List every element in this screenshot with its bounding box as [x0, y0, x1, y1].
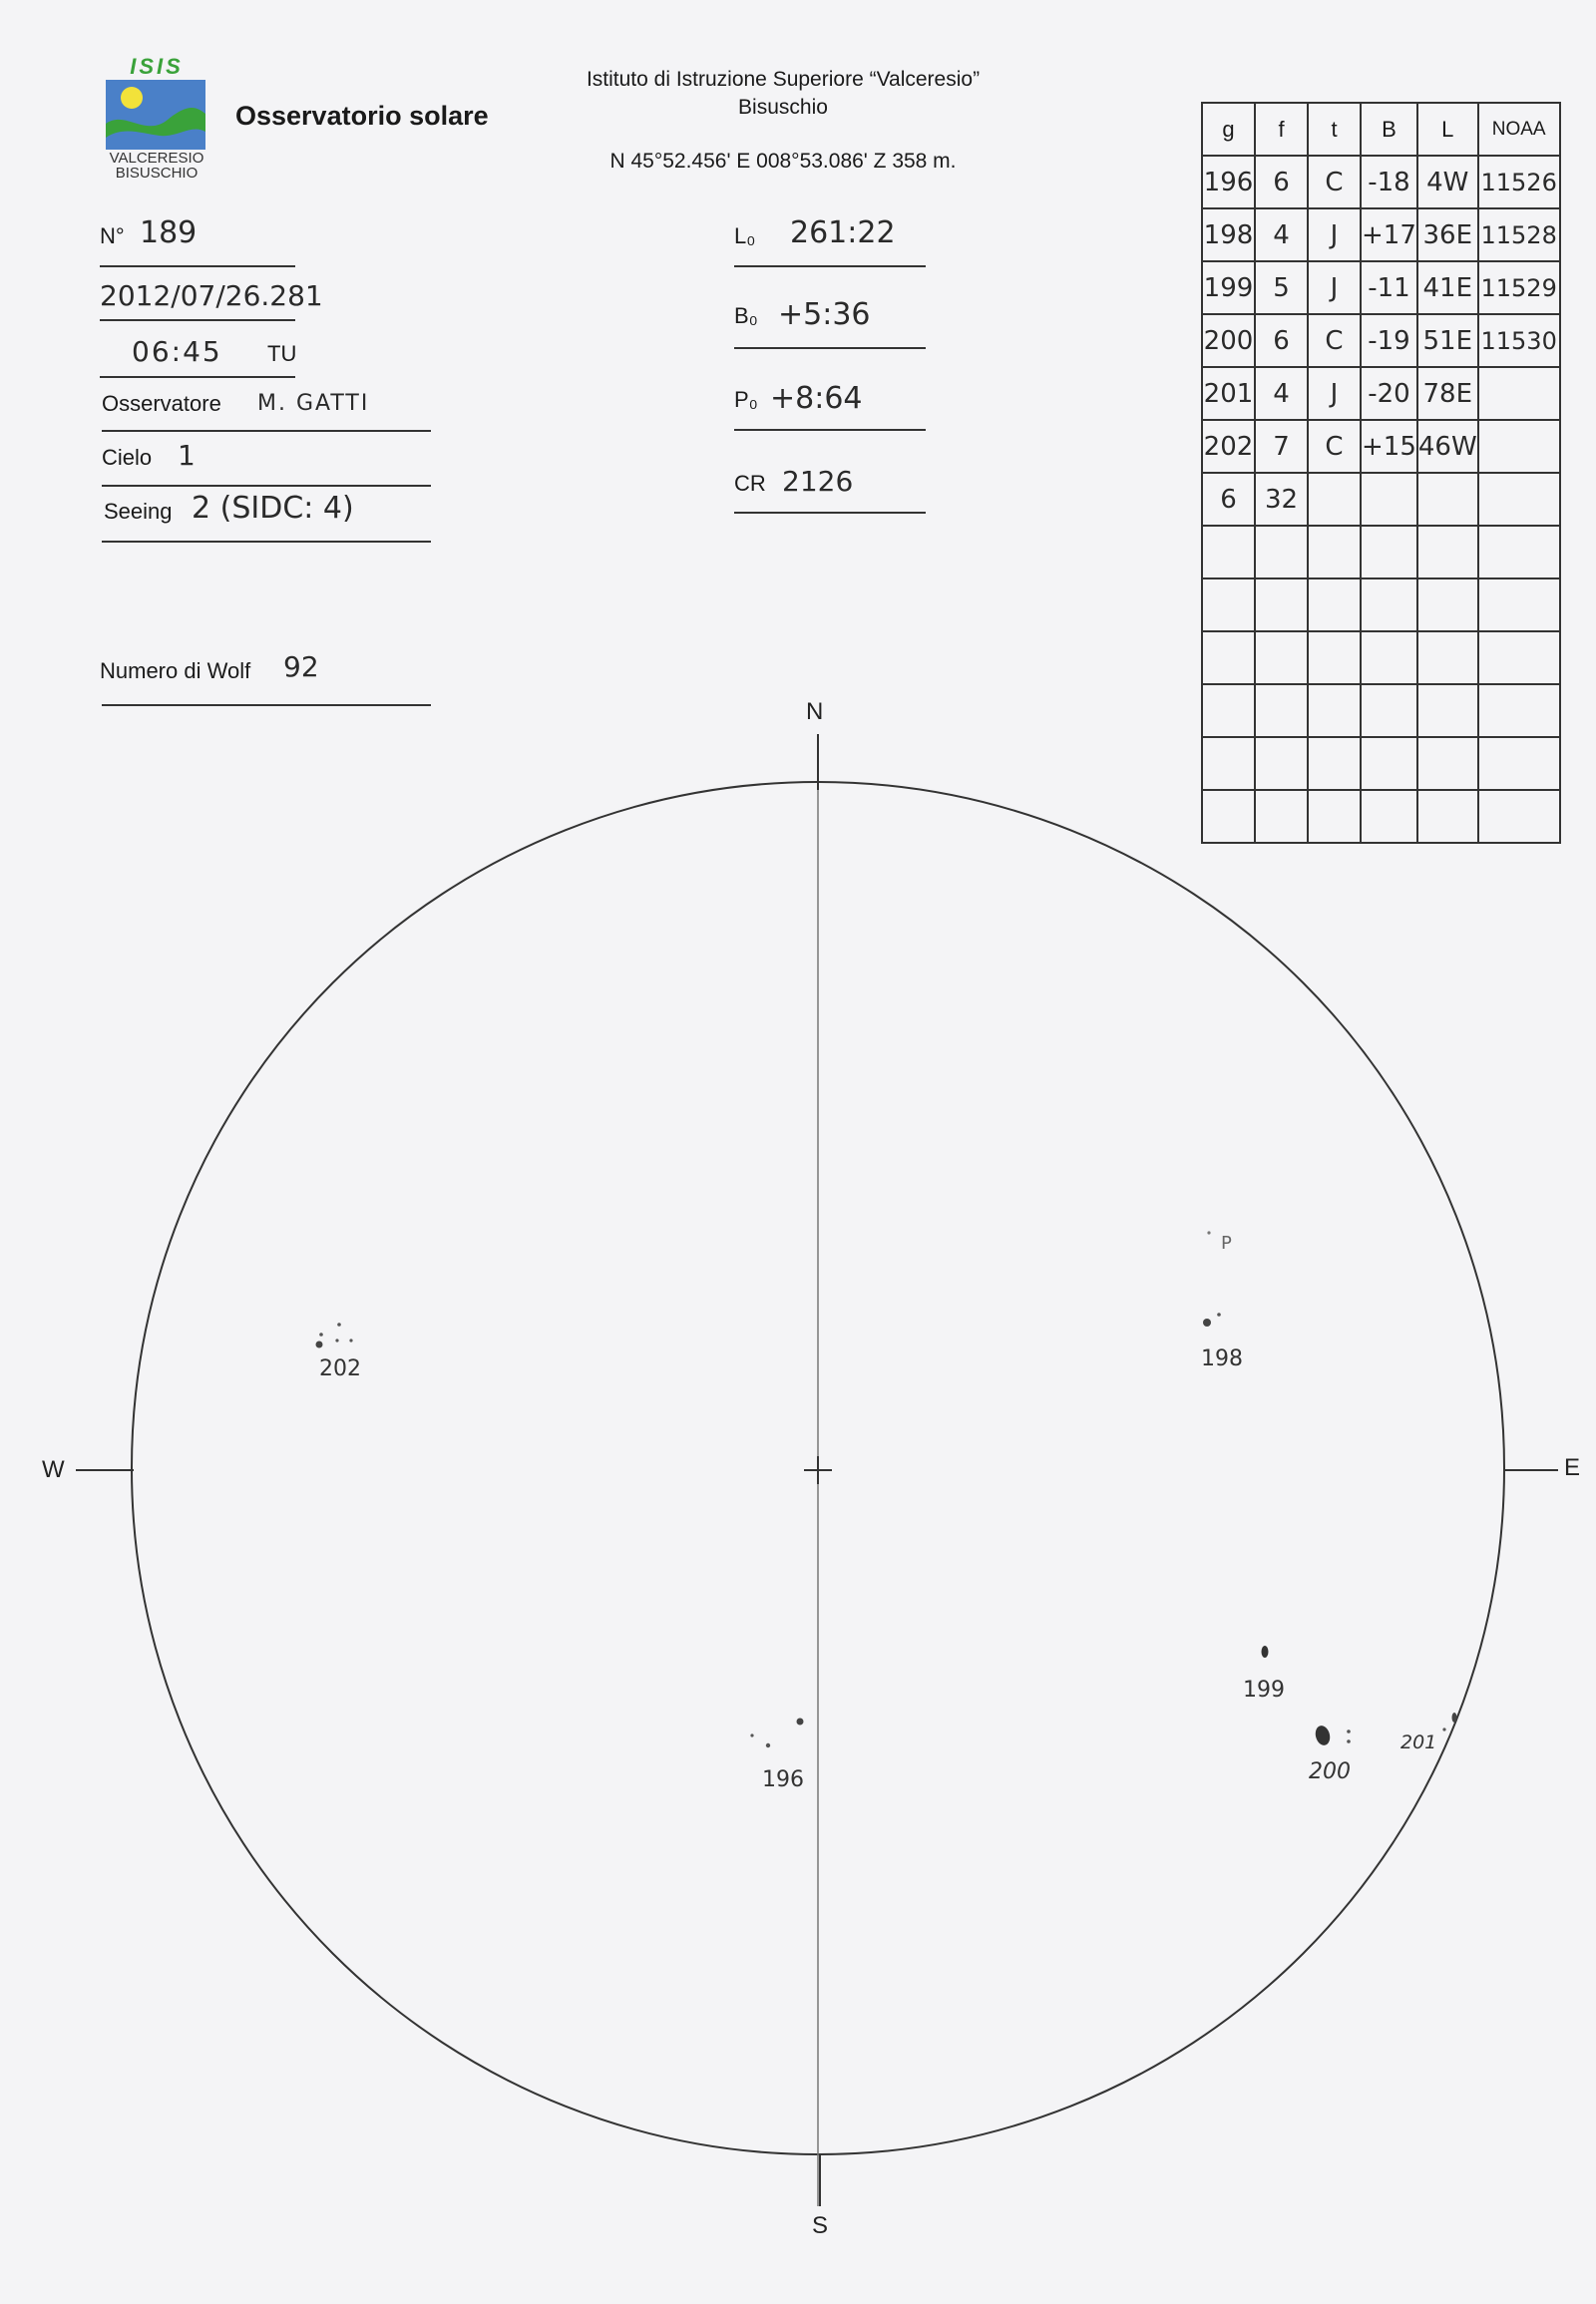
seeing-label: Seeing: [104, 499, 173, 524]
group-label-196: 196: [762, 1767, 804, 1792]
table-header-cell: L: [1417, 103, 1478, 156]
table-cell: 11526: [1478, 156, 1560, 208]
seeing-value: 2 (SIDC: 4): [192, 491, 354, 526]
table-cell: 36E: [1417, 208, 1478, 261]
group-label-200: 200: [1309, 1759, 1351, 1784]
sunspot: [1314, 1725, 1333, 1747]
sunspot: [1262, 1646, 1269, 1658]
group-label-202: 202: [319, 1356, 361, 1381]
l0-label: L₀: [734, 223, 756, 248]
table-cell: -11: [1361, 261, 1417, 314]
number-label: N°: [100, 223, 125, 248]
table-cell: J: [1308, 367, 1361, 420]
sunspot: [1452, 1713, 1457, 1723]
table-cell: -18: [1361, 156, 1417, 208]
west-label: W: [42, 1456, 65, 1483]
sky-value: 1: [178, 439, 196, 472]
table-cell: 11528: [1478, 208, 1560, 261]
table-cell: 11529: [1478, 261, 1560, 314]
cr-value: 2126: [782, 465, 854, 498]
table-cell: +17: [1361, 208, 1417, 261]
table-cell: 4: [1255, 208, 1308, 261]
institute-town: Bisuschio: [738, 96, 828, 119]
group-label-199: 199: [1243, 1678, 1285, 1703]
sunspot: [1207, 1231, 1210, 1234]
sky-label: Cielo: [102, 445, 153, 470]
table-cell: C: [1308, 420, 1361, 473]
observer-label: Osservatore: [102, 391, 221, 416]
table-cell: 200: [1202, 314, 1255, 367]
sunspot: [1203, 1319, 1211, 1327]
b0-value: +5:36: [778, 297, 871, 332]
table-cell: 51E: [1417, 314, 1478, 367]
table-cell: -19: [1361, 314, 1417, 367]
l0-value: 261:22: [790, 215, 896, 250]
wolf-number-value: 92: [283, 650, 319, 683]
observatory-coordinates: N 45°52.456' E 008°53.086' Z 358 m.: [609, 150, 957, 173]
table-cell: 46W: [1417, 420, 1478, 473]
table-cell: 41E: [1417, 261, 1478, 314]
observer-value: M. GATTI: [257, 391, 370, 416]
table-cell: 199: [1202, 261, 1255, 314]
time-unit: TU: [267, 341, 297, 366]
table-cell: 4W: [1417, 156, 1478, 208]
date-value: 2012/07/26.281: [100, 279, 323, 312]
sunspot: [1347, 1739, 1351, 1743]
sunspot: [316, 1342, 323, 1348]
institute-name: Istituto di Istruzione Superiore “Valceresio”: [586, 68, 981, 91]
p0-value: +8:64: [770, 381, 863, 416]
observatory-title: Osservatorio solare: [235, 101, 489, 131]
logo-subtitle-2: BISUSCHIO: [115, 165, 199, 182]
time-value: 06:45: [132, 335, 222, 368]
east-label: E: [1564, 1454, 1581, 1481]
table-cell: 6: [1255, 156, 1308, 208]
sunspot: [750, 1733, 753, 1736]
table-cell: 5: [1255, 261, 1308, 314]
sunspot: [337, 1323, 341, 1327]
south-label: S: [812, 2212, 829, 2239]
sunspot: [797, 1719, 804, 1726]
table-cell: 201: [1202, 367, 1255, 420]
sunspot: [766, 1743, 770, 1747]
table-cell: C: [1308, 156, 1361, 208]
table-cell: 202: [1202, 420, 1255, 473]
table-cell: 4: [1255, 367, 1308, 420]
group-label-198: 198: [1201, 1346, 1243, 1371]
table-cell: +15: [1361, 420, 1417, 473]
wolf-number-label: Numero di Wolf: [100, 658, 251, 683]
sunspot: [335, 1339, 338, 1342]
table-cell: 196: [1202, 156, 1255, 208]
table-cell: 32: [1255, 473, 1308, 526]
table-header-cell: B: [1361, 103, 1417, 156]
table-cell: C: [1308, 314, 1361, 367]
marker-p-label: P: [1221, 1233, 1232, 1254]
group-label-201: 201: [1400, 1731, 1437, 1753]
sunspot: [349, 1339, 352, 1342]
table-cell: 11530: [1478, 314, 1560, 367]
sunspot: [1217, 1313, 1221, 1317]
sunspot: [1347, 1729, 1351, 1733]
p0-label: P₀: [734, 387, 758, 412]
table-cell: 6: [1202, 473, 1255, 526]
logo-subtitle-1: VALCERESIO: [109, 150, 204, 167]
table-header-cell: g: [1202, 103, 1255, 156]
table-cell: J: [1308, 208, 1361, 261]
table-cell: 198: [1202, 208, 1255, 261]
logo-text: ISIS: [130, 54, 184, 79]
cr-label: CR: [734, 471, 766, 496]
table-cell: 7: [1255, 420, 1308, 473]
table-cell: J: [1308, 261, 1361, 314]
b0-label: B₀: [734, 303, 758, 328]
sunspot: [319, 1333, 323, 1337]
table-header-cell: t: [1308, 103, 1361, 156]
table-header-cell: f: [1255, 103, 1308, 156]
table-cell: -20: [1361, 367, 1417, 420]
table-header-cell: NOAA: [1478, 103, 1560, 156]
sunspot: [1442, 1728, 1445, 1730]
north-label: N: [806, 698, 824, 725]
table-cell: 6: [1255, 314, 1308, 367]
table-cell: 78E: [1417, 367, 1478, 420]
number-value: 189: [140, 215, 198, 250]
